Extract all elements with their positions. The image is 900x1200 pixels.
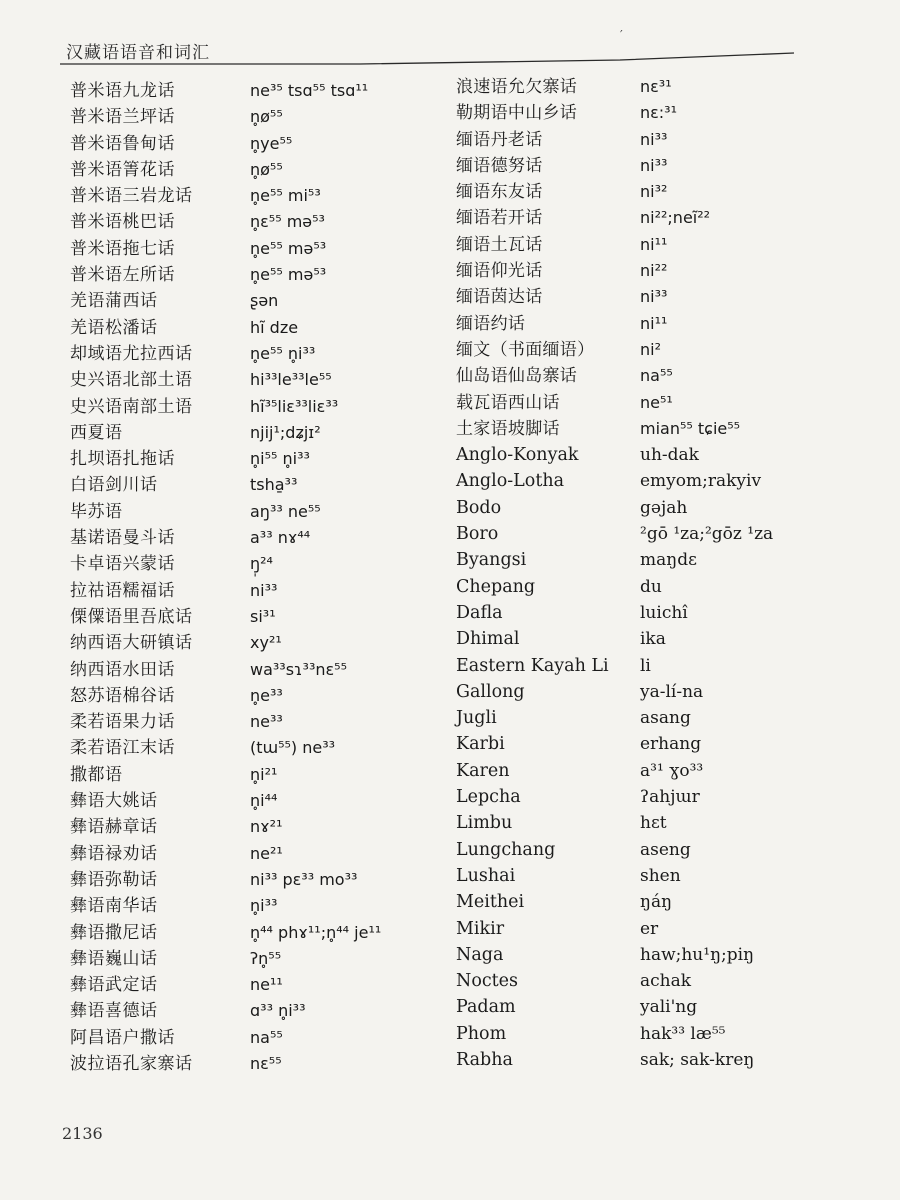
word-form: (tɯ⁵⁵) ne³³: [250, 738, 336, 758]
word-form: hɛt: [640, 813, 667, 834]
word-form: ni¹¹: [640, 313, 668, 333]
word-form: ni²: [640, 339, 661, 359]
entry-row: [456, 547, 836, 573]
language-name: 缅语东友话: [456, 182, 543, 203]
language-name: Bodo: [456, 497, 502, 518]
word-form: n̥e⁵⁵ n̥i³³: [250, 343, 316, 363]
entry-row: [456, 994, 836, 1020]
entry-row: [456, 863, 836, 889]
entry-row: [70, 972, 410, 998]
entry-row: [456, 179, 836, 205]
word-form: si³¹: [250, 606, 276, 626]
language-name: Naga: [456, 944, 504, 965]
language-name: 普米语三岩龙话: [70, 186, 193, 207]
entry-row: [456, 705, 836, 731]
word-form: ni²²: [640, 261, 668, 281]
word-form: ni³³: [250, 580, 278, 600]
language-name: 缅语约话: [456, 313, 526, 334]
entry-row: [70, 104, 410, 130]
entry-row: [456, 758, 836, 784]
language-name: 扎坝语扎拖话: [70, 449, 175, 470]
entry-row: [70, 946, 410, 972]
word-form: du: [640, 576, 662, 597]
word-form: emyom;rakyiv: [640, 471, 762, 492]
language-name: 却域语尤拉西话: [70, 343, 193, 364]
entry-row: [70, 131, 410, 157]
language-name: 白语剑川话: [70, 475, 158, 496]
word-form: sak; sak-kreŋ: [640, 1049, 755, 1070]
language-name: 彝语禄劝话: [70, 843, 158, 864]
word-form: ŋáŋ: [640, 892, 673, 913]
word-form: yali'ng: [640, 997, 698, 1018]
entry-row: [456, 837, 836, 863]
word-form: li: [640, 655, 651, 676]
entry-row: [70, 236, 410, 262]
entry-row: [456, 916, 836, 942]
word-form: n̥ye⁵⁵: [250, 133, 293, 153]
entry-row: [70, 288, 410, 314]
language-name: Rabha: [456, 1049, 513, 1070]
language-name: 土家语坡脚话: [456, 418, 560, 439]
entry-row: [456, 100, 836, 126]
word-form: tsha̱³³: [250, 475, 298, 495]
language-name: Eastern Kayah Li: [456, 655, 609, 676]
entry-row: [70, 472, 410, 498]
language-name: 柔若语江末话: [70, 738, 175, 759]
running-title: 汉藏语语音和词汇: [66, 43, 210, 63]
left-column: [70, 78, 410, 1077]
language-name: 彝语喜德话: [70, 1001, 158, 1022]
word-form: n̥i³³: [250, 896, 278, 916]
language-name: 柔若语果力话: [70, 712, 175, 733]
entry-row: [456, 968, 836, 994]
word-form: n̥e³³: [250, 685, 283, 705]
word-form: a³¹ ɣo³³: [640, 760, 704, 781]
header-rule: [60, 50, 794, 68]
entry-row: [456, 600, 836, 626]
language-name: 毕苏语: [70, 501, 123, 522]
right-column: [456, 74, 836, 1073]
word-form: asang: [640, 708, 691, 729]
word-form: gəjah: [640, 497, 688, 518]
language-name: Karbi: [456, 734, 505, 755]
entry-row: [70, 183, 410, 209]
language-name: 载瓦语西山话: [456, 392, 560, 413]
entry-row: [70, 604, 410, 630]
entry-row: [70, 157, 410, 183]
language-name: 彝语南华话: [70, 896, 158, 917]
word-form: shen: [640, 865, 681, 886]
word-form: ʔahjɯr: [640, 787, 700, 808]
entry-row: [70, 841, 410, 867]
language-name: 彝语巍山话: [70, 948, 158, 969]
language-name: 普米语兰坪话: [70, 107, 175, 128]
word-form: ni¹¹: [640, 234, 668, 254]
entry-row: [70, 1051, 410, 1077]
word-form: ni³³ pɛ³³ mo³³: [250, 869, 358, 889]
language-name: 基诺语曼斗话: [70, 528, 175, 549]
entry-row: [70, 920, 410, 946]
language-name: 傈僳语里吾底话: [70, 606, 193, 627]
entry-row: [456, 889, 836, 915]
entry-row: [456, 1021, 836, 1047]
entry-row: [70, 1025, 410, 1051]
language-name: 普米语九龙话: [70, 81, 175, 101]
language-name: 卡卓语兴蒙话: [70, 554, 175, 575]
word-form: ya-lí-na: [640, 681, 704, 702]
word-form: ni²²;neĩ²²: [640, 208, 711, 228]
language-name: 彝语弥勒话: [70, 869, 158, 890]
word-form: ni³²: [640, 182, 668, 202]
entry-row: [456, 521, 836, 547]
language-name: 拉祜语糯福话: [70, 580, 175, 601]
word-form: nɛ⁵⁵: [250, 1053, 282, 1073]
entry-row: [70, 551, 410, 577]
entry-row: [70, 209, 410, 235]
word-form: njij¹;dʑjɪ²: [250, 422, 321, 442]
language-name: Gallong: [456, 681, 525, 702]
word-form: mian⁵⁵ tɕie⁵⁵: [640, 418, 741, 438]
word-form: maŋdɛ: [640, 550, 697, 571]
entry-row: [456, 626, 836, 652]
entry-row: [70, 578, 410, 604]
word-form: ika: [640, 629, 666, 650]
language-name: Chepang: [456, 576, 536, 597]
entry-row: [70, 78, 410, 104]
entry-row: [456, 363, 836, 389]
entry-row: [456, 468, 836, 494]
entry-row: [456, 574, 836, 600]
language-name: 纳西语水田话: [70, 659, 175, 680]
entry-row: [70, 315, 410, 341]
entry-row: [456, 74, 836, 100]
language-name: 勒期语中山乡话: [456, 103, 578, 124]
language-name: Dafla: [456, 602, 503, 623]
language-name: Dhimal: [456, 629, 520, 650]
entry-row: [70, 262, 410, 288]
language-name: 缅语土瓦话: [456, 234, 543, 255]
word-form: xy²¹: [250, 633, 282, 653]
word-form: er: [640, 918, 659, 939]
word-form: n̥i²¹: [250, 764, 278, 784]
word-form: ni³³: [640, 155, 668, 175]
entry-row: [456, 495, 836, 521]
entry-row: [456, 153, 836, 179]
word-form: na⁵⁵: [640, 366, 673, 386]
entry-row: [70, 367, 410, 393]
entry-row: [456, 284, 836, 310]
entry-row: [70, 341, 410, 367]
entry-row: [70, 499, 410, 525]
language-name: Limbu: [456, 813, 513, 834]
word-form: nɤ²¹: [250, 817, 283, 837]
word-form: ʂən: [250, 291, 279, 311]
language-name: 缅语茵达话: [456, 287, 543, 308]
language-name: 西夏语: [70, 422, 123, 443]
word-form: ne²¹: [250, 843, 283, 863]
word-form: ne³³: [250, 712, 283, 732]
language-name: 缅语若开话: [456, 208, 543, 229]
word-form: ŋ̩²⁴: [250, 554, 273, 574]
entry-row: [456, 810, 836, 836]
entry-row: [70, 420, 410, 446]
word-form: uh-dak: [640, 445, 699, 466]
word-form: ʔn̥⁵⁵: [250, 948, 282, 968]
entry-row: [456, 390, 836, 416]
word-form: ni³³: [640, 287, 668, 307]
language-name: Anglo-Lotha: [456, 471, 565, 492]
entry-row: [70, 893, 410, 919]
entry-row: [456, 784, 836, 810]
entry-row: [456, 311, 836, 337]
word-form: erhang: [640, 734, 702, 755]
entry-row: [70, 735, 410, 761]
language-name: Anglo-Konyak: [456, 445, 579, 466]
entry-row: [456, 1047, 836, 1073]
language-name: 羌语松潘话: [70, 317, 158, 338]
word-form: wa³³sɿ³³nɛ⁵⁵: [250, 659, 347, 679]
language-name: 普米语鲁甸话: [70, 133, 175, 154]
word-form: luichî: [640, 602, 688, 623]
word-form: n̥e⁵⁵ mə⁵³: [250, 265, 327, 285]
language-name: 彝语撒尼话: [70, 922, 158, 943]
entry-row: [456, 416, 836, 442]
entry-row: [456, 127, 836, 153]
language-name: Karen: [456, 760, 510, 781]
language-name: Phom: [456, 1023, 507, 1044]
word-form: n̥ø⁵⁵: [250, 107, 283, 127]
entry-row: [456, 232, 836, 258]
language-name: 纳西语大研镇话: [70, 633, 193, 654]
word-form: aseng: [640, 839, 691, 860]
language-name: Meithei: [456, 892, 525, 913]
language-name: 彝语赫章话: [70, 817, 158, 838]
language-name: Noctes: [456, 971, 519, 992]
word-form: a³³ nɤ⁴⁴: [250, 528, 311, 548]
language-name: Lushai: [456, 865, 516, 886]
language-name: 缅文（书面缅语）: [456, 339, 595, 360]
language-name: Padam: [456, 997, 516, 1018]
entry-row: [456, 258, 836, 284]
entry-row: [70, 683, 410, 709]
word-form: ni³³: [640, 129, 668, 149]
word-form: ²gō ¹za;²gōz ¹za: [640, 524, 774, 545]
language-name: Lepcha: [456, 787, 521, 808]
language-name: Byangsi: [456, 550, 527, 571]
language-name: Lungchang: [456, 839, 556, 860]
entry-row: [456, 731, 836, 757]
entry-row: [70, 394, 410, 420]
word-form: n̥i⁴⁴: [250, 791, 278, 811]
word-form: ne⁵¹: [640, 392, 673, 412]
entry-row: [70, 630, 410, 656]
entry-row: [456, 679, 836, 705]
entry-row: [456, 442, 836, 468]
language-name: Mikir: [456, 918, 505, 939]
language-name: 缅语德努话: [456, 155, 543, 176]
word-form: n̥ø⁵⁵: [250, 159, 283, 179]
language-name: 彝语大姚话: [70, 791, 158, 812]
page-number: 2136: [62, 1124, 103, 1143]
entry-row: [70, 998, 410, 1024]
word-form: ne¹¹: [250, 975, 283, 995]
word-form: n̥e⁵⁵ mi⁵³: [250, 186, 321, 206]
entry-row: [456, 942, 836, 968]
language-name: 阿昌语户撒话: [70, 1027, 175, 1048]
word-form: n̥i⁵⁵ n̥i³³: [250, 449, 310, 469]
language-name: Jugli: [456, 708, 497, 729]
word-form: achak: [640, 971, 692, 992]
word-form: hĩ³⁵liɛ³³liɛ³³: [250, 396, 339, 416]
entry-row: [70, 525, 410, 551]
language-name: 普米语左所话: [70, 265, 175, 286]
word-form: n̥ɛ⁵⁵ mə⁵³: [250, 212, 325, 232]
language-name: 彝语武定话: [70, 975, 158, 996]
entry-row: [70, 709, 410, 735]
language-name: 普米语拖七话: [70, 238, 175, 259]
language-name: 普米语桃巴话: [70, 212, 175, 233]
entry-row: [456, 337, 836, 363]
language-name: 史兴语南部土语: [70, 396, 193, 417]
language-name: 缅语仰光话: [456, 261, 543, 282]
entry-row: [456, 205, 836, 231]
word-form: hi³³le³³le⁵⁵: [250, 370, 332, 390]
word-form: n̥⁴⁴ phɤ¹¹;n̥⁴⁴ je¹¹: [250, 922, 382, 942]
word-form: n̥e⁵⁵ mə⁵³: [250, 238, 327, 258]
word-form: nɛ³¹: [640, 77, 672, 96]
language-name: 撒都语: [70, 764, 123, 785]
language-name: Boro: [456, 524, 499, 545]
word-form: aŋ³³ ne⁵⁵: [250, 501, 321, 521]
word-form: ɑ³³ n̥i³³: [250, 1001, 306, 1021]
print-mark: ′: [620, 28, 623, 42]
language-name: 仙岛语仙岛寨话: [456, 366, 578, 387]
entry-row: [70, 788, 410, 814]
word-form: ne³⁵ tsɑ⁵⁵ tsɑ¹¹: [250, 81, 369, 100]
language-name: 怒苏语棉谷话: [70, 685, 175, 706]
entry-row: [456, 653, 836, 679]
entry-row: [70, 814, 410, 840]
language-name: 缅语丹老话: [456, 129, 543, 150]
word-form: hak³³ læ⁵⁵: [640, 1023, 726, 1044]
entry-row: [70, 867, 410, 893]
word-form: haw;hu¹ŋ;piŋ: [640, 944, 755, 965]
entry-row: [70, 762, 410, 788]
language-name: 史兴语北部土语: [70, 370, 193, 391]
entry-row: [70, 446, 410, 472]
word-form: hĩ dze: [250, 317, 299, 337]
word-form: nɛ:³¹: [640, 103, 678, 123]
language-name: 波拉语孔家寨话: [70, 1053, 193, 1074]
word-form: na⁵⁵: [250, 1027, 283, 1047]
entry-row: [70, 657, 410, 683]
language-name: 羌语蒲西话: [70, 291, 158, 312]
language-name: 浪速语允欠寨话: [456, 77, 578, 97]
language-name: 普米语箐花话: [70, 159, 175, 180]
